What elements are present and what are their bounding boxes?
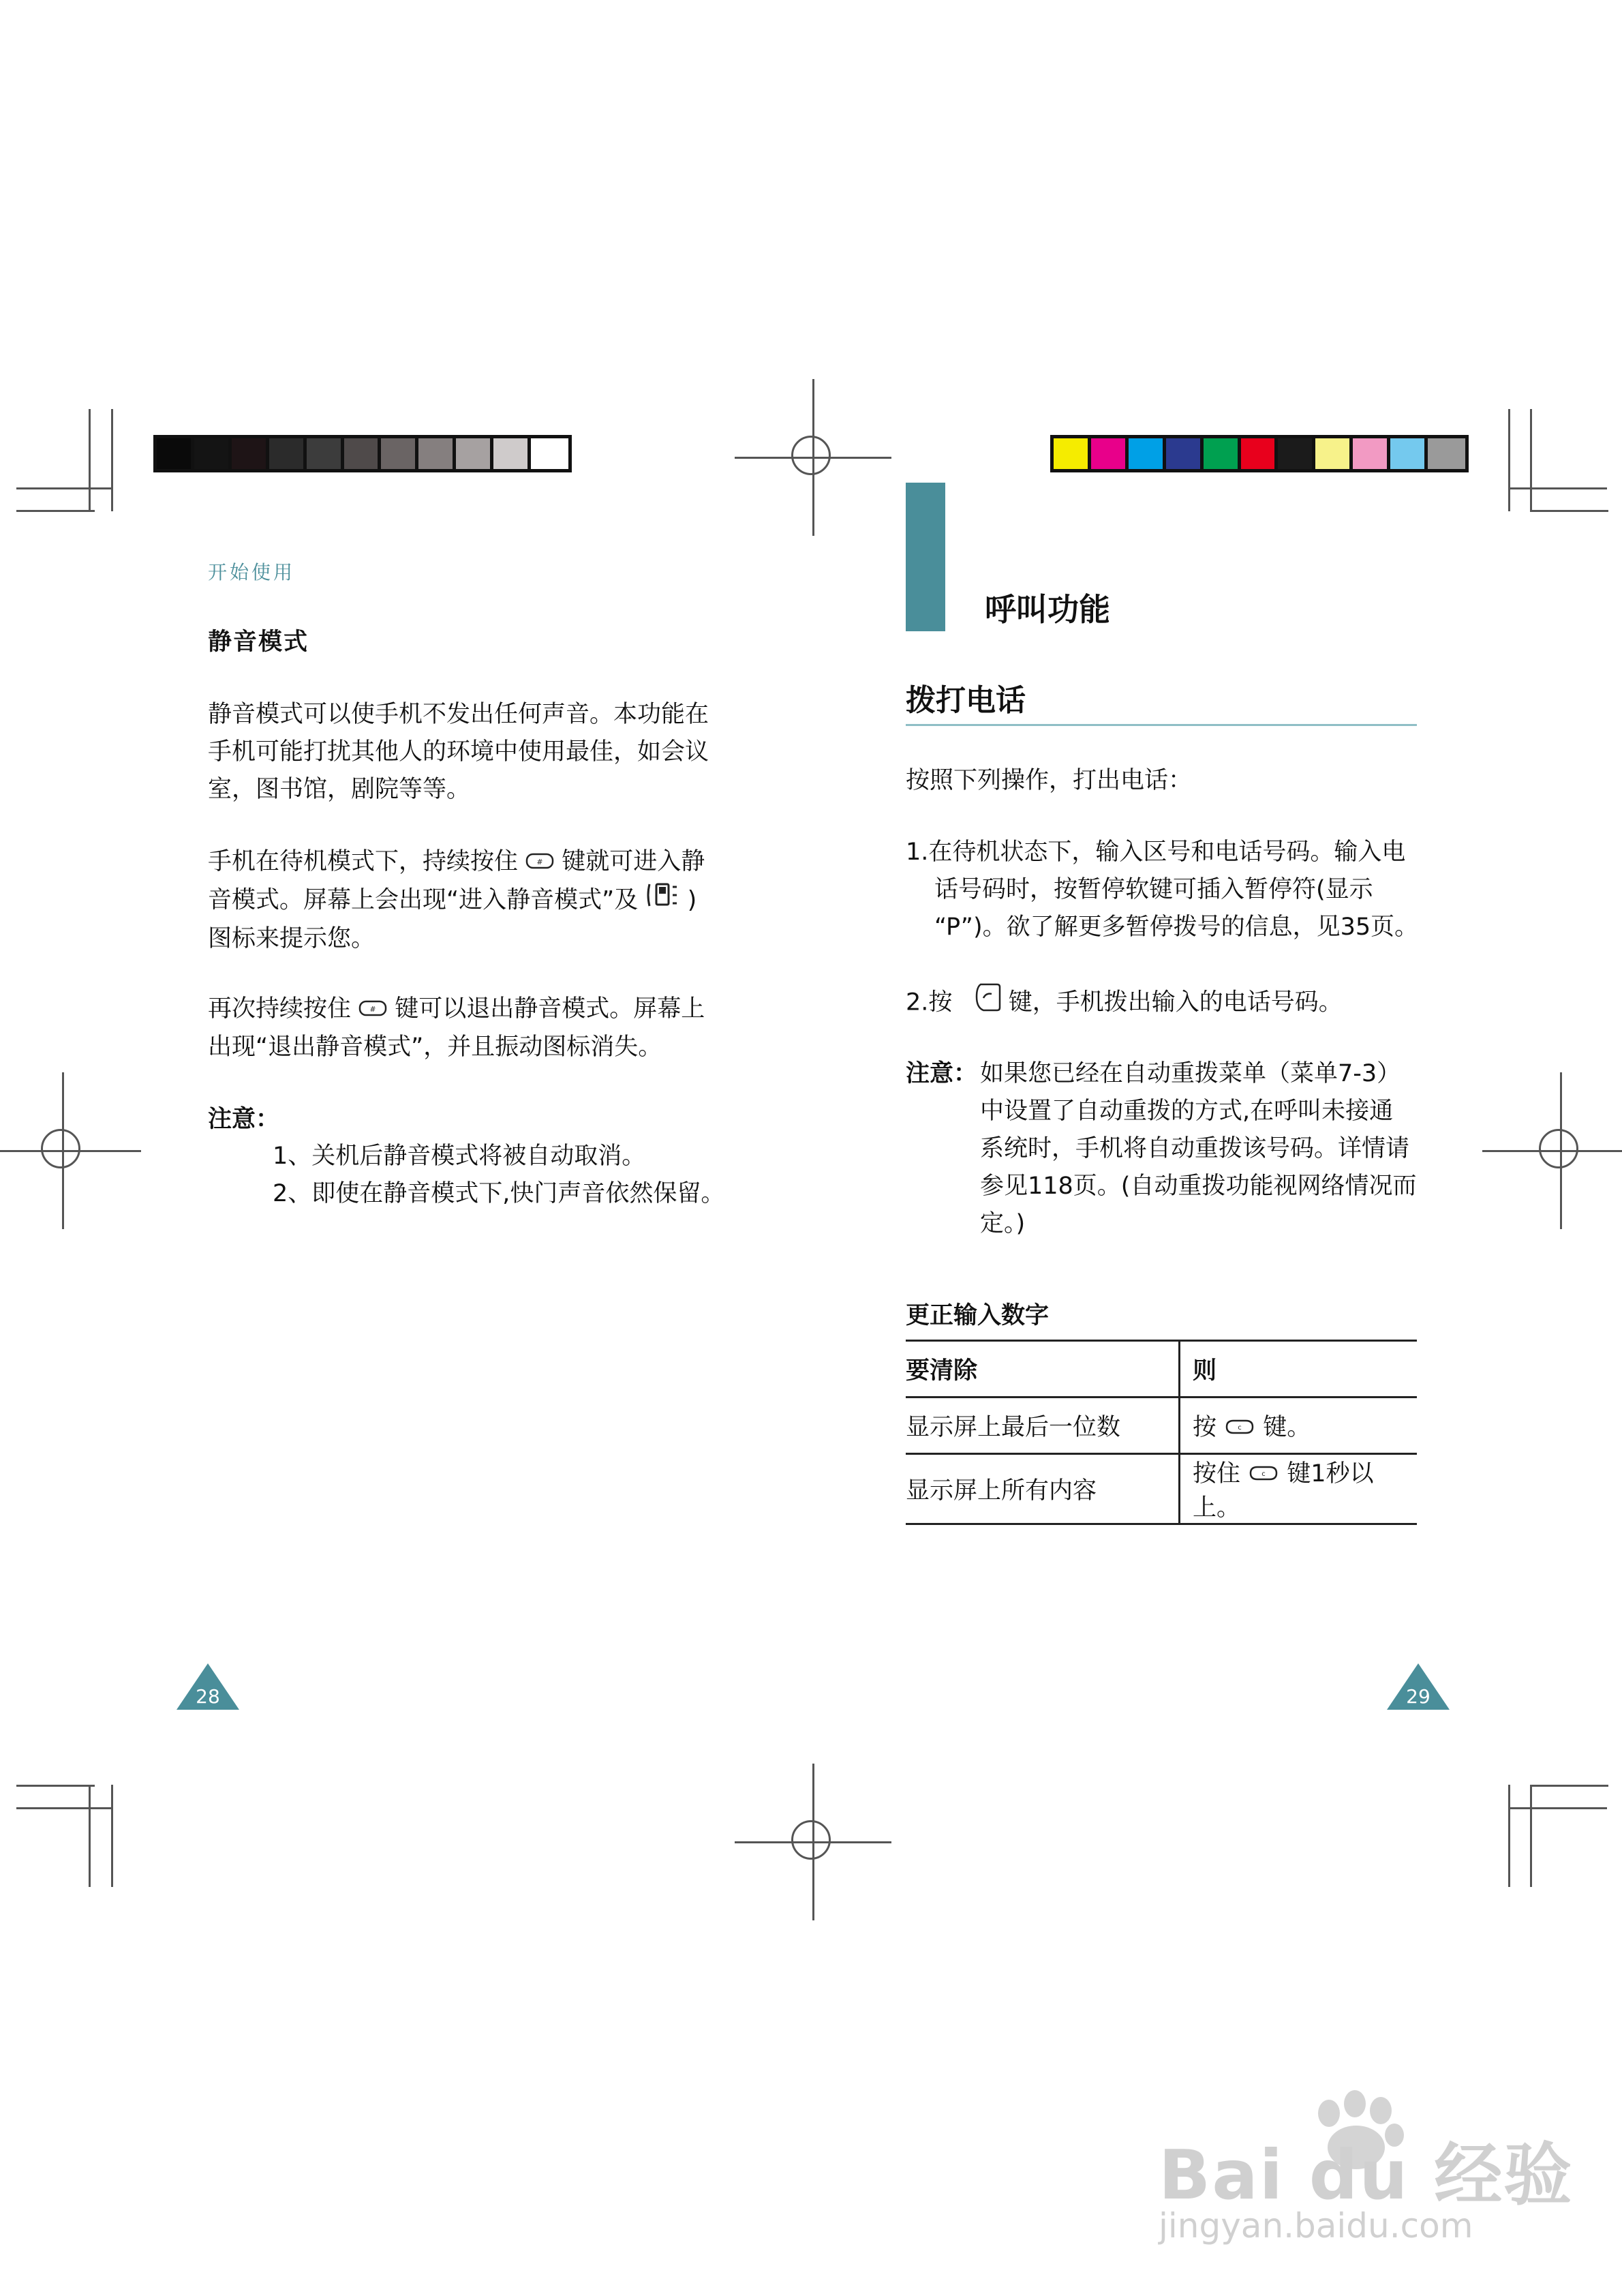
svg-text:c: c	[1238, 1424, 1242, 1432]
crop-mark	[1530, 510, 1608, 512]
section-title-underline	[906, 724, 1417, 726]
color-swatch	[1278, 438, 1315, 469]
vibrate-icon	[645, 881, 679, 920]
gray-swatch	[493, 438, 531, 469]
color-swatch	[1054, 438, 1091, 469]
text-fragment: 键就可进入静	[562, 848, 705, 875]
step-1	[906, 834, 1418, 946]
registration-crosshair-icon	[0, 1072, 141, 1229]
color-registration-bar	[1050, 435, 1469, 472]
text-fragment: 2.按	[906, 988, 953, 1016]
registration-crosshair-icon	[735, 1764, 891, 1920]
text-fragment: 音模式。屏幕上会出现“进入静音模式”及	[208, 886, 639, 913]
chapter-title: 呼叫功能	[985, 591, 1110, 628]
note-text	[980, 1055, 1416, 1243]
color-swatch	[1241, 438, 1279, 469]
paragraph-intro	[208, 696, 709, 809]
crop-mark	[16, 1807, 113, 1809]
note-label: 注意：	[906, 1060, 978, 1087]
table-header-row	[906, 1341, 1417, 1398]
baidu-watermark	[1145, 2079, 1574, 2250]
svg-text:c: c	[1261, 1470, 1266, 1478]
heading-silent-mode: 静音模式	[208, 629, 309, 656]
section-header: 开始使用	[208, 561, 296, 584]
hash-key-icon	[525, 844, 554, 881]
gray-swatch	[531, 438, 568, 469]
text-line: 手机可能打扰其他人的环境中使用最佳，如会议	[208, 738, 709, 766]
gray-swatch	[194, 438, 232, 469]
gray-swatch	[456, 438, 493, 469]
text-line	[208, 881, 705, 920]
list-item: 2、即使在静音模式下,快门声音依然保留。	[273, 1180, 725, 1207]
crop-mark	[16, 1785, 95, 1787]
table-header-cell: 要清除	[906, 1341, 1180, 1398]
color-swatch	[1353, 438, 1390, 469]
clear-key-icon	[1224, 1415, 1255, 1442]
table-row	[906, 1454, 1417, 1524]
hash-key-icon	[358, 991, 387, 1029]
table-cell	[1180, 1398, 1418, 1454]
text-line: 如果您已经在自动重拨菜单（菜单7-3）	[980, 1060, 1401, 1087]
text-line	[208, 991, 705, 1029]
page-number: 28	[196, 1685, 220, 1708]
crop-mark	[1530, 1785, 1532, 1887]
text-fragment: )	[687, 886, 697, 913]
table-cell: 显示屏上所有内容	[906, 1454, 1180, 1524]
registration-crosshair-icon	[1482, 1072, 1622, 1229]
text-fragment: 键。	[1263, 1414, 1311, 1441]
text-fragment: 键，手机拨出输入的电话号码。	[1008, 988, 1343, 1016]
watermark-brand: Bai du 经验	[1159, 2135, 1574, 2215]
gray-swatch	[418, 438, 456, 469]
note-list	[273, 1138, 724, 1213]
crop-mark	[89, 409, 91, 511]
text-line: 定。)	[980, 1210, 1026, 1237]
text-line: 中设置了自动重拨的方式,在呼叫未接通	[980, 1098, 1394, 1125]
text-line: 室，图书馆，剧院等等。	[208, 776, 471, 803]
color-swatch	[1390, 438, 1428, 469]
watermark-url: jingyan.baidu.com	[1159, 2206, 1473, 2246]
svg-text:#: #	[536, 857, 543, 866]
crop-mark	[111, 409, 113, 511]
crop-mark	[111, 1785, 113, 1887]
text-line: “P”)。欲了解更多暂停拨号的信息，见35页。	[934, 913, 1419, 941]
text-fragment: 键1秒以上。	[1193, 1460, 1374, 1522]
correction-table	[906, 1340, 1417, 1525]
color-swatch	[1204, 438, 1241, 469]
clear-key-icon	[1248, 1461, 1279, 1488]
paragraph-enter	[208, 843, 705, 958]
text-fragment: 键可以退出静音模式。屏幕上	[395, 995, 705, 1023]
page-number: 29	[1406, 1685, 1430, 1708]
color-swatch	[1428, 438, 1465, 469]
note-label: 注意：	[208, 1106, 280, 1133]
crop-mark	[89, 1785, 91, 1887]
crop-mark	[1508, 1785, 1510, 1887]
gray-swatch	[232, 438, 269, 469]
gray-swatch	[157, 438, 194, 469]
gray-registration-bar	[153, 435, 572, 472]
registration-crosshair-icon	[735, 379, 891, 536]
color-swatch	[1166, 438, 1204, 469]
text-fragment: 按住	[1193, 1460, 1241, 1487]
text-line: 话号码时，按暂停软键可插入暂停符(显示	[934, 876, 1373, 903]
step-2	[906, 982, 1343, 1025]
text-line: 系统时，手机将自动重拨该号码。详情请	[980, 1135, 1410, 1162]
table-title: 更正输入数字	[906, 1302, 1050, 1329]
text-line: 图标来提示您。	[208, 924, 376, 952]
text-line	[208, 843, 705, 881]
gray-swatch	[381, 438, 418, 469]
text-line: 参见118页。(自动重拨功能视网络情况而	[980, 1173, 1417, 1200]
crop-mark	[1508, 487, 1607, 489]
crop-mark	[1508, 1807, 1607, 1809]
section-title: 拨打电话	[906, 683, 1026, 718]
text-line: 静音模式可以使手机不发出任何声音。本功能在	[208, 701, 709, 728]
intro-text: 按照下列操作，打出电话：	[906, 767, 1193, 794]
chapter-tab	[906, 483, 945, 631]
table-cell: 显示屏上最后一位数	[906, 1398, 1180, 1454]
table-header-cell: 则	[1180, 1341, 1418, 1398]
color-swatch	[1315, 438, 1353, 469]
gray-swatch	[307, 438, 344, 469]
color-swatch	[1129, 438, 1166, 469]
text-line: 出现“退出静音模式”，并且振动图标消失。	[208, 1033, 662, 1061]
send-key-icon	[974, 982, 1001, 1025]
list-item: 1、关机后静音模式将被自动取消。	[273, 1143, 646, 1170]
paragraph-exit	[208, 991, 705, 1066]
crop-mark	[1530, 409, 1532, 511]
text-line: 1.在待机状态下，输入区号和电话号码。输入电	[906, 839, 1406, 866]
svg-text:#: #	[369, 1004, 376, 1014]
table-cell	[1180, 1454, 1418, 1524]
crop-mark	[16, 510, 95, 512]
crop-mark	[1530, 1785, 1608, 1787]
text-fragment: 再次持续按住	[208, 995, 352, 1023]
text-fragment: 手机在待机模式下，持续按住	[208, 848, 519, 875]
color-swatch	[1091, 438, 1129, 469]
crop-mark	[16, 487, 113, 489]
gray-swatch	[269, 438, 307, 469]
gray-swatch	[344, 438, 382, 469]
table-row	[906, 1398, 1417, 1454]
crop-mark	[1508, 409, 1510, 511]
text-fragment: 按	[1193, 1414, 1217, 1441]
